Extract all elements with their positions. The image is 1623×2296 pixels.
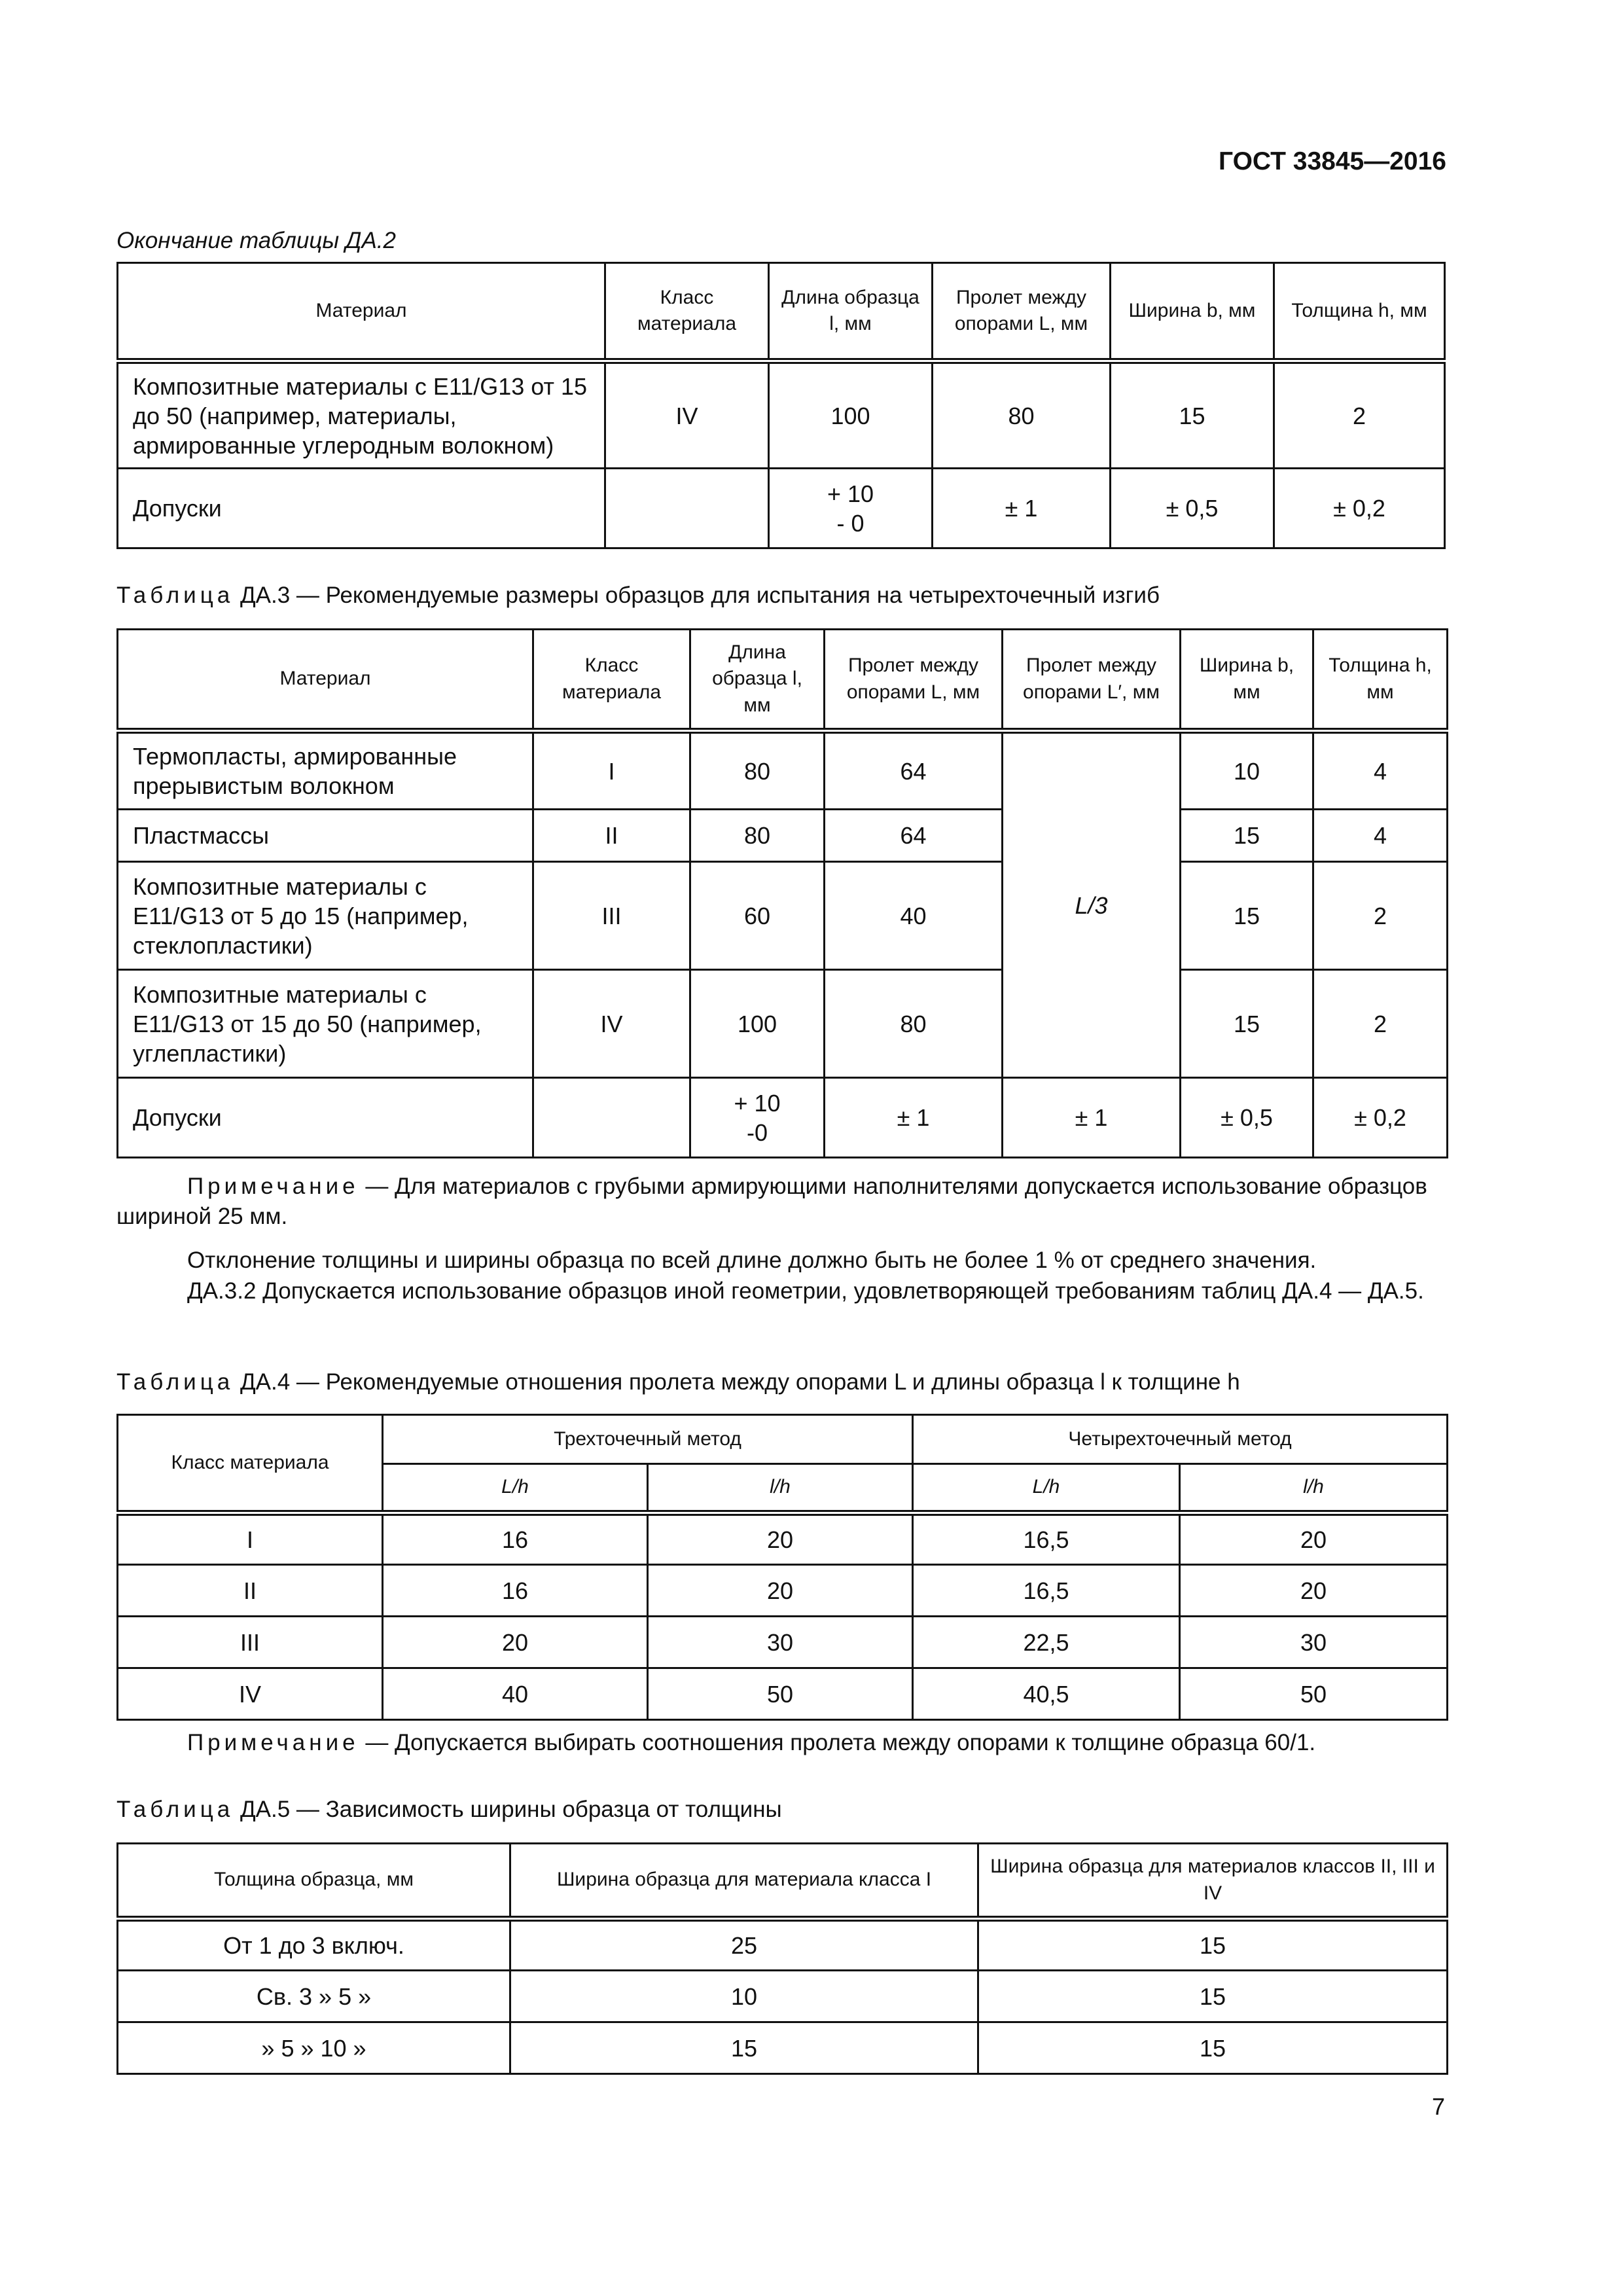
- cell-class: [605, 469, 769, 548]
- note-da3: Примечание — Для материалов с грубыми армирующими наполнителями допускается использование образцов шириной 25 мм.: [116, 1174, 1427, 1230]
- table-row: [118, 2022, 1448, 2074]
- cell-value: 15: [978, 2022, 1448, 2074]
- cell-width: 15: [1181, 862, 1313, 970]
- header-class: Класс материала: [605, 263, 769, 361]
- cell-value: 22,5: [913, 1617, 1180, 1668]
- cell-span: 64: [825, 810, 1003, 862]
- table-da3-caption: Таблица ДА.3 — Рекомендуемые размеры образцов для испытания на четырехточечный изгиб: [116, 583, 1160, 608]
- header-width: Ширина b, мм: [1181, 630, 1313, 731]
- header-material: Материал: [118, 263, 605, 361]
- cell-value: 50: [1180, 1668, 1448, 1720]
- cell-thickness: 4: [1313, 731, 1448, 810]
- tolerance-lower: -0: [746, 1119, 768, 1146]
- cell-value: 16: [383, 1565, 648, 1617]
- note-da4: Примечание — Допускается выбирать соотношения пролета между опорами к толщине образца 60/1.: [187, 1730, 1316, 1755]
- cell-value: 20: [648, 1513, 913, 1565]
- cell-length: 100: [769, 361, 933, 469]
- cell-value: 50: [648, 1668, 913, 1720]
- cell-class: II: [118, 1565, 383, 1617]
- cell-thickness: Св. 3 » 5 »: [118, 1971, 510, 2022]
- table-row: [118, 1617, 1448, 1668]
- cell-class: IV: [118, 1668, 383, 1720]
- header-span-ratio: L/h: [383, 1464, 648, 1513]
- cell-class: III: [118, 1617, 383, 1668]
- header-length-ratio: l/h: [648, 1464, 913, 1513]
- cell-span: ± 1: [933, 469, 1111, 548]
- header-thickness: Толщина образца, мм: [118, 1844, 510, 1919]
- tolerance-upper: + 10: [734, 1089, 781, 1117]
- cell-value: 15: [510, 2022, 978, 2074]
- cell-width: 15: [1181, 810, 1313, 862]
- cell-length: 60: [690, 862, 825, 970]
- cell-material: Допуски: [118, 469, 605, 548]
- cell-width: ± 0,5: [1111, 469, 1274, 548]
- cell-length: 80: [690, 731, 825, 810]
- paragraph-da-3-2: ДА.3.2 Допускается использование образцов иной геометрии, удовлетворяющей требованиям таблиц ДА.4 — ДА.5.: [187, 1278, 1424, 1304]
- cell-value: 30: [648, 1617, 913, 1668]
- header-span: Пролет между опорами L, мм: [825, 630, 1003, 731]
- cell-value: 16,5: [913, 1513, 1180, 1565]
- page-number: 7: [1431, 2093, 1445, 2120]
- table-row: [118, 862, 1448, 970]
- cell-material: Пластмассы: [118, 810, 533, 862]
- cell-length: [690, 1078, 825, 1158]
- cell-material: Термопласты, армированные прерывистым волокном: [118, 731, 533, 810]
- table-da2-caption: Окончание таблицы ДА.2: [116, 228, 396, 253]
- table-row: [118, 1513, 1448, 1565]
- document-id: ГОСТ 33845—2016: [1219, 147, 1446, 175]
- header-width-class-1: Ширина образца для материала класса I: [510, 1844, 978, 1919]
- cell-span: 80: [825, 970, 1003, 1078]
- tolerance-upper: + 10: [827, 480, 874, 507]
- cell-value: 20: [1180, 1565, 1448, 1617]
- cell-class: I: [118, 1513, 383, 1565]
- table-da4: [116, 1414, 1448, 1721]
- table-da5-caption: Таблица ДА.5 — Зависимость ширины образца от толщины: [116, 1797, 782, 1822]
- cell-span: 64: [825, 731, 1003, 810]
- header-material: Материал: [118, 630, 533, 731]
- header-thickness: Толщина h, мм: [1313, 630, 1448, 731]
- cell-thickness: » 5 » 10 »: [118, 2022, 510, 2074]
- header-width-class-2-4: Ширина образца для материалов классов II, III и IV: [978, 1844, 1448, 1919]
- cell-length: 100: [690, 970, 825, 1078]
- cell-thickness: ± 0,2: [1274, 469, 1445, 548]
- cell-value: 16,5: [913, 1565, 1180, 1617]
- header-span-ratio: L/h: [913, 1464, 1180, 1513]
- cell-span: 80: [933, 361, 1111, 469]
- header-length: Длина образца l, мм: [769, 263, 933, 361]
- cell-material: Композитные материалы с E11/G13 от 15 до 50 (например, углепластики): [118, 970, 533, 1078]
- cell-width: 15: [1181, 970, 1313, 1078]
- cell-length: [769, 469, 933, 548]
- table-da2: [116, 262, 1446, 549]
- table-row: [118, 970, 1448, 1078]
- cell-class: IV: [605, 361, 769, 469]
- cell-material: Композитные материалы с E11/G13 от 5 до 15 (например, стеклопластики): [118, 862, 533, 970]
- table-row: [118, 1919, 1448, 1971]
- paragraph-tolerance: Отклонение толщины и ширины образца по всей длине должно быть не более 1 % от среднего значения.: [187, 1247, 1317, 1273]
- cell-width: 10: [1181, 731, 1313, 810]
- cell-width: 15: [1111, 361, 1274, 469]
- cell-class: [533, 1078, 690, 1158]
- cell-length: 80: [690, 810, 825, 862]
- cell-value: 40: [383, 1668, 648, 1720]
- cell-value: 30: [1180, 1617, 1448, 1668]
- cell-thickness: 2: [1313, 970, 1448, 1078]
- cell-value: 40,5: [913, 1668, 1180, 1720]
- cell-value: 20: [1180, 1513, 1448, 1565]
- cell-value: 15: [978, 1971, 1448, 2022]
- cell-span-prime: ± 1: [1003, 1078, 1181, 1158]
- header-class: Класс материала: [118, 1415, 383, 1513]
- cell-material: Композитные материалы с E11/G13 от 15 до 50 (например, материалы, армированные углеродным волокном): [118, 361, 605, 469]
- cell-value: 10: [510, 1971, 978, 2022]
- cell-class: I: [533, 731, 690, 810]
- table-da4-caption: Таблица ДА.4 — Рекомендуемые отношения пролета между опорами L и длины образца l к толщине h: [116, 1369, 1240, 1395]
- table-row: [118, 731, 1448, 810]
- cell-thickness: 2: [1274, 361, 1445, 469]
- cell-value: 20: [648, 1565, 913, 1617]
- cell-value: 25: [510, 1919, 978, 1971]
- cell-thickness: От 1 до 3 включ.: [118, 1919, 510, 1971]
- table-da5: [116, 1842, 1448, 2075]
- cell-class: II: [533, 810, 690, 862]
- cell-value: 15: [978, 1919, 1448, 1971]
- cell-class: IV: [533, 970, 690, 1078]
- table-row: [118, 1668, 1448, 1720]
- header-class: Класс материала: [533, 630, 690, 731]
- cell-thickness: ± 0,2: [1313, 1078, 1448, 1158]
- header-length-ratio: l/h: [1180, 1464, 1448, 1513]
- table-row: [118, 361, 1445, 469]
- table-row: [118, 1971, 1448, 2022]
- header-width: Ширина b, мм: [1111, 263, 1274, 361]
- table-row: [118, 469, 1445, 548]
- table-row: [118, 1078, 1448, 1158]
- cell-value: 16: [383, 1513, 648, 1565]
- header-thickness: Толщина h, мм: [1274, 263, 1445, 361]
- cell-span-prime-merged: L/3: [1003, 731, 1181, 1078]
- table-row: [118, 810, 1448, 862]
- table-da3: [116, 628, 1448, 1158]
- cell-thickness: 2: [1313, 862, 1448, 970]
- cell-span: 40: [825, 862, 1003, 970]
- header-four-point: Четырехточечный метод: [913, 1415, 1448, 1464]
- cell-thickness: 4: [1313, 810, 1448, 862]
- cell-material: Допуски: [118, 1078, 533, 1158]
- cell-span: ± 1: [825, 1078, 1003, 1158]
- header-span: Пролет между опорами L, мм: [933, 263, 1111, 361]
- table-row: [118, 1565, 1448, 1617]
- tolerance-lower: - 0: [836, 509, 865, 537]
- cell-value: 20: [383, 1617, 648, 1668]
- cell-class: III: [533, 862, 690, 970]
- cell-width: ± 0,5: [1181, 1078, 1313, 1158]
- header-span-prime: Пролет между опорами L′, мм: [1003, 630, 1181, 731]
- header-three-point: Трехточечный метод: [383, 1415, 913, 1464]
- header-length: Длина образца l, мм: [690, 630, 825, 731]
